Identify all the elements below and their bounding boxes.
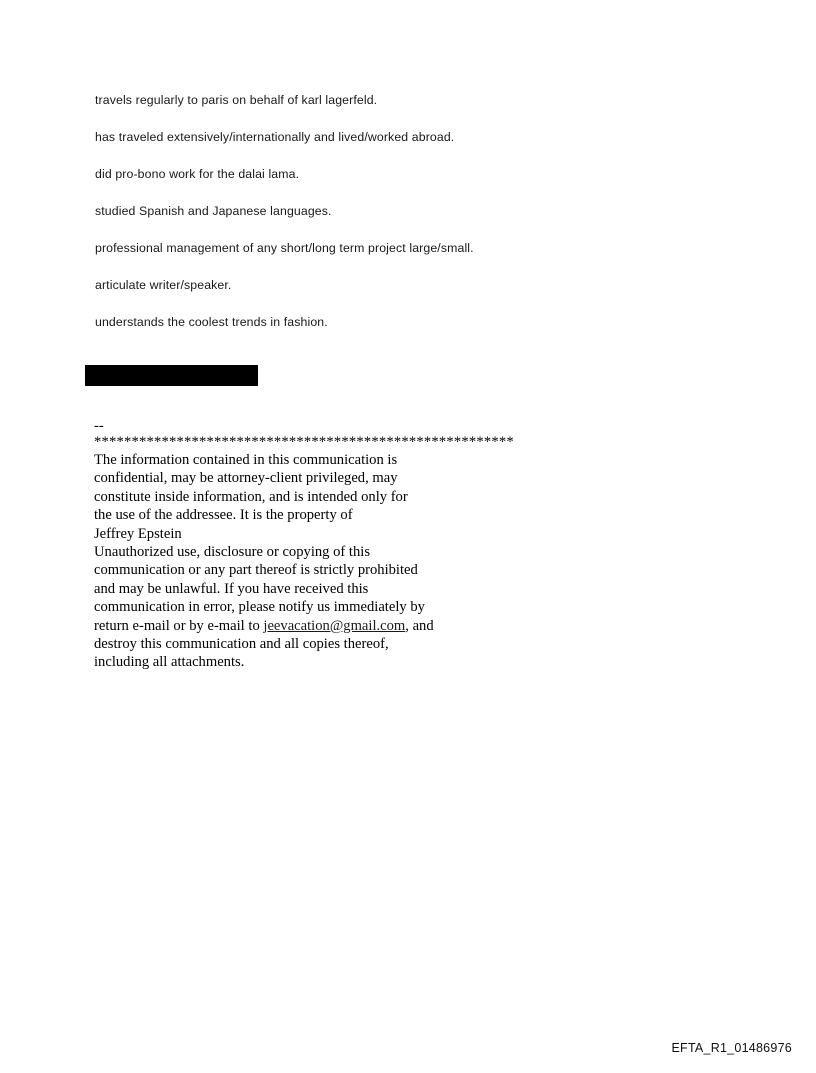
- notice-line: communication in error, please notify us immediately by: [94, 599, 425, 616]
- notice-line: the use of the addressee. It is the property of: [94, 507, 353, 524]
- sender-name: Jeffrey Epstein: [94, 525, 182, 542]
- notice-line: The information contained in this communication is: [94, 452, 398, 468]
- notice-line: communication or any part thereof is strictly prohibited: [94, 562, 418, 579]
- notice-line-with-email: [94, 617, 654, 635]
- notice-line: constitute inside information, and is intended only for: [94, 488, 408, 505]
- signature-separator: --: [94, 418, 104, 434]
- asterisk-divider: ********************************************************: [94, 434, 514, 450]
- list-item: professional management of any short/long term project large/small.: [95, 241, 474, 255]
- notice-line: confidential, may be attorney-client privileged, may: [94, 470, 398, 487]
- redaction-bar: [85, 365, 258, 386]
- notice-line: including all attachments.: [94, 654, 245, 671]
- notice-line: and may be unlawful. If you have received this: [94, 580, 369, 597]
- list-item: did pro-bono work for the dalai lama.: [95, 167, 300, 181]
- notice-line: Unauthorized use, disclosure or copying of this: [94, 544, 371, 561]
- notice-line: destroy this communication and all copies thereof,: [94, 636, 389, 653]
- notice-body: [94, 451, 654, 672]
- list-item: understands the coolest trends in fashion.: [95, 315, 328, 329]
- confidentiality-notice: [94, 418, 654, 672]
- bullet-list: [95, 93, 695, 352]
- bates-number: EFTA_R1_01486976: [671, 1041, 792, 1055]
- list-item: has traveled extensively/internationally and lived/worked abroad.: [95, 130, 455, 144]
- list-item: travels regularly to paris on behalf of karl lagerfeld.: [95, 93, 378, 107]
- list-item: articulate writer/speaker.: [95, 278, 232, 292]
- return-line-suffix: , and: [405, 617, 434, 634]
- list-item: studied Spanish and Japanese languages.: [95, 204, 332, 218]
- email-link[interactable]: jeevacation@gmail.com: [263, 617, 406, 634]
- return-line-prefix: return e-mail or by e-mail to: [94, 617, 264, 634]
